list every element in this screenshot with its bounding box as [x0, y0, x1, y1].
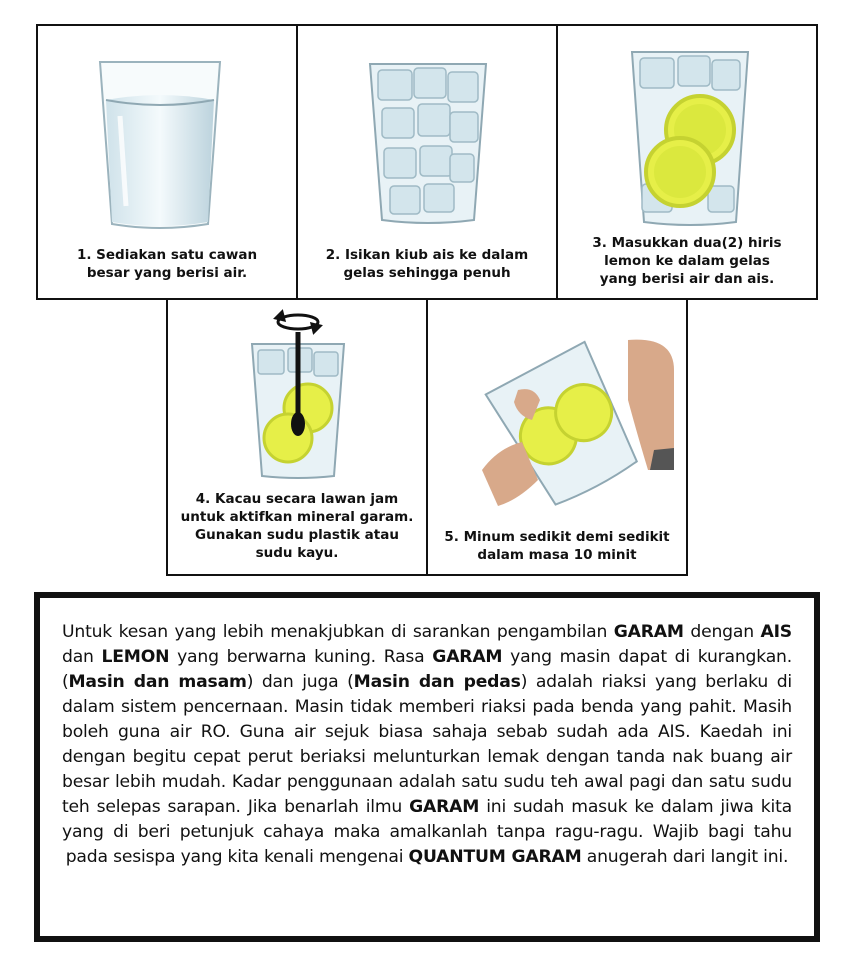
glass-of-water-illustration: [96, 56, 224, 232]
bold-quantum-garam: QUANTUM GARAM: [408, 847, 582, 867]
bold-garam: GARAM: [613, 622, 684, 642]
step-panel-1: [36, 24, 298, 300]
text-segment: anugerah dari langit ini.: [581, 847, 789, 867]
bold-ais: AIS: [760, 622, 792, 642]
text-segment: yang masin dapat di kurangkan. (: [62, 647, 793, 692]
bold-masin-masam: Masin dan masam: [68, 672, 247, 692]
bold-lemon: LEMON: [101, 647, 170, 667]
text-segment: dan: [62, 647, 102, 667]
stirring-glass-illustration: [248, 308, 348, 480]
step-caption-4: 4. Kacau secara lawan jam untuk aktifkan mineral garam. Gunakan sudu plastik atau sudu kayu.: [180, 491, 414, 561]
step-caption-5: 5. Minum sedikit demi sedikit dalam masa 10 minit: [444, 529, 670, 563]
bold-garam: GARAM: [409, 797, 480, 817]
glass-with-ice-and-lemon-illustration: [628, 44, 752, 228]
info-paragraph: [62, 620, 792, 870]
step-panel-3: [556, 24, 818, 300]
bold-masin-pedas: Masin dan pedas: [353, 672, 521, 692]
step-panel-5: [426, 298, 688, 576]
text-segment: Untuk kesan yang lebih menakjubkan di sarankan pengambilan: [62, 622, 614, 642]
text-segment: ) adalah riaksi yang berlaku di dalam sistem pencernaan. Masin tidak memberi riaksi pada benda yang pahit. Masih boleh guna air RO. Guna air sejuk biasa sahaja sebab sudah ada AIS. Kaedah ini dengan begitu cepat perut beriaksi melunturkan lemak dengan tanda nak buang air besar lebih mudah. Kadar penggunaan adalah satu sudu teh awal pagi dan satu sudu teh selepas sarapan. Jika benarlah ilmu: [62, 672, 792, 817]
info-text-box: [34, 592, 820, 942]
bold-garam: GARAM: [432, 647, 503, 667]
text-segment: yang berwarna kuning. Rasa: [169, 647, 433, 667]
person-drinking-illustration: [478, 330, 674, 510]
step-panel-2: [296, 24, 558, 300]
text-segment: dengan: [683, 622, 761, 642]
step-caption-1: 1. Sediakan satu cawan besar yang berisi air.: [76, 247, 258, 281]
text-segment: ) dan juga (: [246, 672, 354, 692]
text-segment: ini sudah masuk ke dalam jiwa kita yang di beri petunjuk cahaya maka amalkanlah tanpa ragu-ragu. Wajib bagi tahu pada sesispa yang kita kenali mengenai: [62, 797, 792, 867]
step-panel-4: [166, 298, 428, 576]
step-caption-3: 3. Masukkan dua(2) hiris lemon ke dalam gelas yang berisi air dan ais.: [592, 235, 782, 287]
rotate-arrow-icon: [276, 312, 320, 332]
step-caption-2: 2. Isikan kiub ais ke dalam gelas sehingga penuh: [325, 247, 529, 281]
glass-with-ice-illustration: [366, 56, 490, 226]
